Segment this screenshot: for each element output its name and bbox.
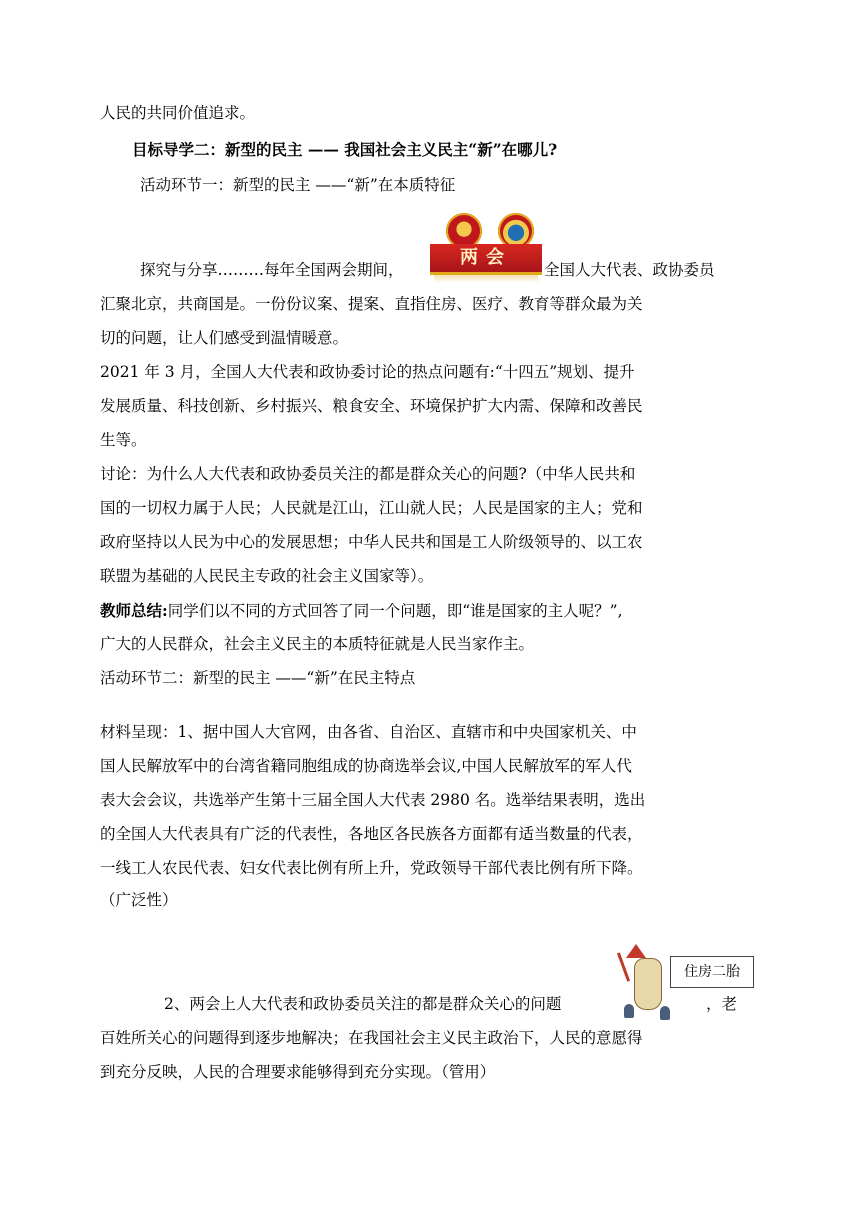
banner-decoration <box>434 275 538 283</box>
house-roof-icon <box>626 944 646 958</box>
text-line: 探究与分享………每年全国两会期间， <box>140 261 404 279</box>
text-line: ，老 <box>706 995 738 1013</box>
text-line: 切的问题，让人们感受到温情暖意。 <box>100 329 349 347</box>
text-line: 材料呈现：1、据中国人大官网，由各省、自治区、直辖市和中央国家机关、中 <box>100 723 637 741</box>
text-line <box>100 597 623 625</box>
activity-heading: 活动环节二：新型的民主 ——“新”在民主特点 <box>100 669 416 687</box>
text-line: 的全国人大代表具有广泛的代表性，各地区各民族各方面都有适当数量的代表， <box>100 825 643 843</box>
text-line: 生等。 <box>100 431 147 449</box>
teacher-summary-text: 同学们以不同的方式回答了同一个问题，即“谁是国家的主人呢？”, <box>167 602 623 620</box>
person-icon <box>624 1004 634 1018</box>
housing-illustration <box>620 942 676 1022</box>
text-line: 2、两会上人大代表和政协委员关注的都是群众关心的问题 <box>164 995 562 1013</box>
text-line: 国人民解放军中的台湾省籍同胞组成的协商选举会议,中国人民解放军的军人代 <box>100 757 632 775</box>
text-line: 2021 年 3 月，全国人大代表和政协委讨论的热点问题有:“十四五”规划、提升 <box>100 363 635 381</box>
text-line: 人民的共同价值追求。 <box>100 104 256 122</box>
text-line: 广大的人民群众，社会主义民主的本质特征就是人民当家作主。 <box>100 635 535 653</box>
person-icon <box>660 1006 670 1020</box>
lianghui-image <box>430 213 542 285</box>
text-line: 表大会会议，共选举产生第十三届全国人大代表 2980 名。选举结果表明，选出 <box>100 791 646 809</box>
text-line: 汇聚北京，共商国是。一份份议案、提案、直指住房、医疗、教育等群众最为关 <box>100 295 643 313</box>
text-line: 讨论：为什么人大代表和政协委员关注的都是群众关心的问题?（中华人民共和 <box>100 465 636 483</box>
text-line: 一线工人农民代表、妇女代表比例有所上升，党政领导干部代表比例有所下降。 <box>100 859 643 877</box>
teacher-summary-label: 教师总结: <box>100 601 168 620</box>
text-line: 到充分反映，人民的合理要求能够得到充分实现。（管用） <box>100 1063 496 1081</box>
house-icon <box>634 958 662 1010</box>
text-line: 发展质量、科技创新、乡村振兴、粮食安全、环境保护扩大内需、保障和改善民 <box>100 397 643 415</box>
text-line: （广泛性） <box>100 891 178 909</box>
text-line: 联盟为基础的人民民主专政的社会主义国家等）。 <box>100 567 434 585</box>
text-line: 政府坚持以人民为中心的发展思想；中华人民共和国是工人阶级领导的、以工农 <box>100 533 643 551</box>
housing-caption-box: 住房二胎 <box>670 956 754 988</box>
activity-heading: 活动环节一：新型的民主 ——“新”在本质特征 <box>140 176 456 194</box>
text-line: 全国人大代表、政协委员 <box>544 261 715 279</box>
text-line: 国的一切权力属于人民；人民就是江山，江山就人民；人民是国家的主人；党和 <box>100 499 643 517</box>
lianghui-banner: 两会 <box>430 244 542 275</box>
section-heading: 目标导学二：新型的民主 —— 我国社会主义民主“新”在哪儿? <box>132 140 558 159</box>
text-line: 百姓所关心的问题得到逐步地解决；在我国社会主义民主政治下，人民的意愿得 <box>100 1029 643 1047</box>
